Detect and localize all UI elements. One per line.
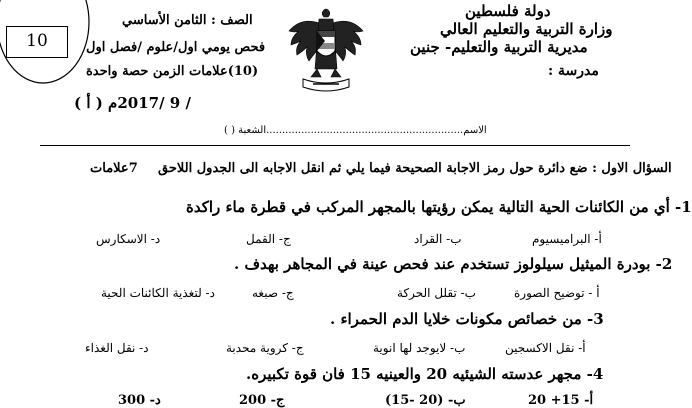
question-1-option-c[interactable]: ج- القمل bbox=[246, 232, 291, 246]
header-divider bbox=[40, 145, 630, 146]
question-1-option-a[interactable]: أ- البراميسيوم bbox=[532, 232, 602, 246]
country-title: دولة فلسطين bbox=[465, 2, 551, 20]
marks-and-time: (10)علامات الزمن حصة واحدة bbox=[86, 64, 259, 79]
question-4-option-d[interactable]: د- 300 bbox=[118, 393, 161, 408]
student-name-line: الاسم..............................................................الشعبة ( ) bbox=[224, 125, 487, 136]
question-4-option-c[interactable]: ج- 200 bbox=[239, 393, 285, 408]
question-3-option-a[interactable]: أ- نقل الاكسجين bbox=[505, 341, 586, 355]
question-3-option-d[interactable]: د- نقل الغذاء bbox=[85, 341, 149, 355]
school-label: مدرسة : bbox=[548, 63, 599, 79]
directorate-title: مديرية التربية والتعليم- جنين bbox=[410, 38, 588, 56]
question-1-option-b[interactable]: ب- القراد bbox=[414, 232, 462, 246]
question-2-option-b[interactable]: ب- تقلل الحركة bbox=[397, 286, 476, 300]
ministry-title: وزارة التربية والتعليم العالي bbox=[440, 20, 613, 38]
question-4-text: 4- مجهر عدسته الشيئيه 20 والعينيه 15 فان قوة تكبيره. bbox=[246, 365, 604, 383]
section-marks: 7علامات bbox=[90, 161, 138, 176]
exam-title: فحص يومي اول/علوم /فصل اول bbox=[86, 40, 266, 55]
question-4-option-a[interactable]: أ- 15+ 20 bbox=[528, 393, 594, 408]
question-1-text: 1- أي من الكائنات الحية التالية يمكن رؤيتها بالمجهر المركب في قطرة ماء راكدة bbox=[186, 198, 692, 216]
grade-label: الصف : الثامن الأساسي bbox=[122, 13, 253, 28]
question-4-option-b[interactable]: ب- (20 -15) bbox=[385, 393, 466, 408]
question-3-text: 3- من خصائص مكونات خلايا الدم الحمراء . bbox=[330, 310, 604, 328]
section-heading: السؤال الاول : ضع دائرة حول رمز الاجابة الصحيحة فيما يلي ثم انقل الاجابه الى الجدول اللاحق bbox=[158, 161, 672, 176]
score-value: 10 bbox=[26, 31, 48, 51]
question-1-option-d[interactable]: د- الاسكارس bbox=[96, 232, 161, 246]
question-3-option-c[interactable]: ج- كروية محدبة bbox=[226, 341, 304, 355]
palestine-emblem-icon bbox=[283, 5, 369, 97]
question-2-option-a[interactable]: أ - توضيح الصورة bbox=[514, 286, 600, 300]
exam-date: / 9 /2017م ( أ ) bbox=[74, 94, 191, 112]
score-box bbox=[6, 26, 68, 58]
question-3-option-b[interactable]: ب- لايوجد لها انوية bbox=[373, 341, 466, 355]
question-2-option-d[interactable]: د- لتغذية الكائنات الحية bbox=[101, 286, 215, 300]
question-2-text: 2- بودرة الميثيل سيلولوز تستخدم عند فحص عينة في المجاهر بهدف . bbox=[234, 255, 673, 273]
question-2-option-c[interactable]: ج- صبغه bbox=[252, 286, 294, 300]
